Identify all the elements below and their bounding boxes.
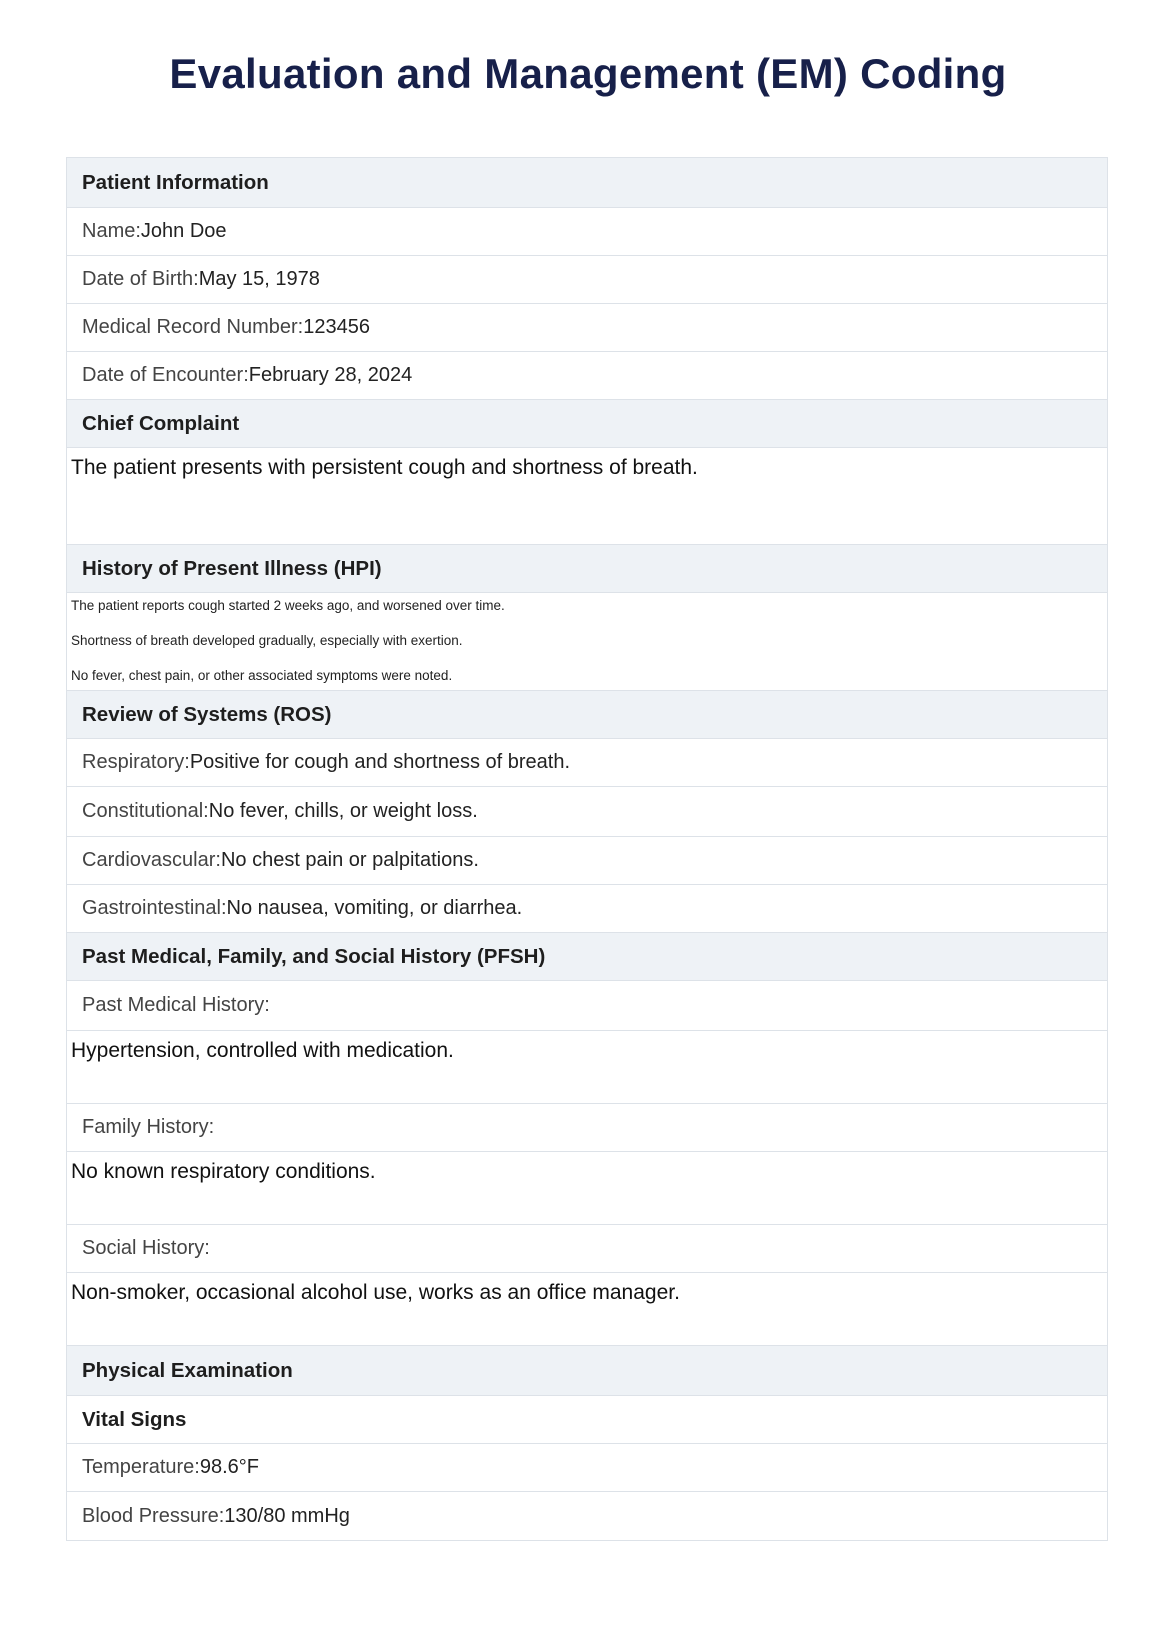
field-label: Date of Encounter: <box>82 364 249 386</box>
field-medical-record-number <box>67 304 1107 352</box>
hpi-text-block <box>67 593 1107 691</box>
section-header-patient-information: Patient Information <box>67 158 1107 208</box>
field-cardiovascular <box>67 837 1107 885</box>
field-date-of-encounter <box>67 352 1107 400</box>
field-value: No fever, chills, or weight loss. <box>208 800 478 822</box>
past-medical-history-text: Hypertension, controlled with medication. <box>67 1031 1107 1104</box>
field-blood-pressure <box>67 1492 1107 1540</box>
field-date-of-birth <box>67 256 1107 304</box>
section-header-chief-complaint: Chief Complaint <box>67 400 1107 448</box>
field-value: May 15, 1978 <box>198 268 320 290</box>
field-label: Name: <box>82 220 141 242</box>
field-constitutional <box>67 787 1107 837</box>
field-value: 123456 <box>303 316 370 338</box>
chief-complaint-text: The patient presents with persistent cough and shortness of breath. <box>67 448 1107 545</box>
field-label: Medical Record Number: <box>82 316 304 338</box>
field-value: 130/80 mmHg <box>224 1504 350 1527</box>
field-label: Date of Birth: <box>82 268 199 290</box>
field-gastrointestinal <box>67 885 1107 933</box>
field-value: No chest pain or palpitations. <box>220 849 479 871</box>
field-label: Gastrointestinal: <box>82 897 227 919</box>
section-header-hpi: History of Present Illness (HPI) <box>67 545 1107 593</box>
field-name <box>67 208 1107 256</box>
field-label: Temperature: <box>82 1456 200 1478</box>
section-header-ros: Review of Systems (ROS) <box>67 691 1107 739</box>
field-value: John Doe <box>140 220 227 242</box>
field-respiratory <box>67 739 1107 787</box>
family-history-text: No known respiratory conditions. <box>67 1152 1107 1225</box>
hpi-line: Shortness of breath developed gradually, especially with exertion. <box>71 633 463 648</box>
field-value: No nausea, vomiting, or diarrhea. <box>226 897 523 919</box>
field-value: Positive for cough and shortness of breath. <box>189 751 571 773</box>
social-history-label: Social History: <box>67 1225 1107 1273</box>
field-temperature <box>67 1444 1107 1492</box>
field-label: Blood Pressure: <box>82 1504 225 1527</box>
field-value: February 28, 2024 <box>248 364 413 386</box>
field-value: 98.6°F <box>199 1456 259 1478</box>
family-history-label: Family History: <box>67 1104 1107 1152</box>
subsection-vital-signs: Vital Signs <box>67 1396 1107 1444</box>
hpi-line: The patient reports cough started 2 weeks ago, and worsened over time. <box>71 598 505 613</box>
hpi-line: No fever, chest pain, or other associated symptoms were noted. <box>71 668 453 683</box>
field-label: Cardiovascular: <box>82 849 221 871</box>
field-label: Constitutional: <box>82 800 209 822</box>
em-coding-form <box>66 157 1108 1541</box>
section-header-physical-examination: Physical Examination <box>67 1346 1107 1396</box>
field-label: Respiratory: <box>82 751 190 773</box>
past-medical-history-label: Past Medical History: <box>67 981 1107 1031</box>
social-history-text: Non-smoker, occasional alcohol use, works as an office manager. <box>67 1273 1107 1346</box>
page-title: Evaluation and Management (EM) Coding <box>169 50 1007 97</box>
section-header-pfsh: Past Medical, Family, and Social History (PFSH) <box>67 933 1107 981</box>
